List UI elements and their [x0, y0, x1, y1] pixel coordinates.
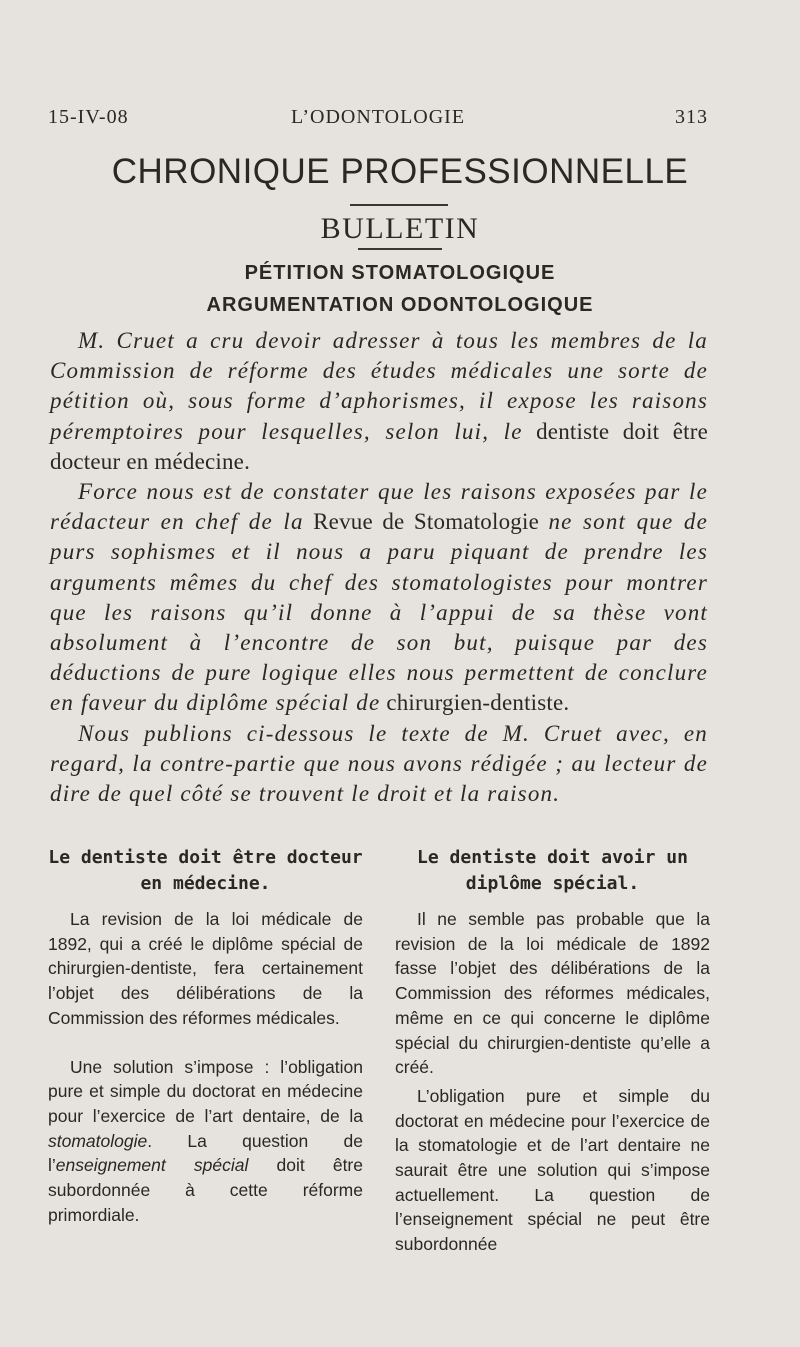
bulletin-rule [358, 248, 442, 250]
page-number: 313 [675, 106, 708, 128]
paragraph-2: Force nous est de constater que les raisons exposées par le rédacteur en chef de la Revue de Stomatologie ne sont que de purs sophismes et il nous a paru piquant de prendre les arguments mêmes du chef des stomatologistes pour montrer que les raisons qu’il donne à l’appui de sa thèse vont absolument à l’encontre de son but, puisque par des déductions de pure logique elles nous permettent de conclure en faveur du diplôme spécial de chirurgien-dentiste. [50, 479, 708, 716]
bulletin-heading: BULLETIN [320, 212, 480, 245]
right-column-heading: Le dentiste doit avoir un diplôme spécial. [417, 847, 688, 894]
paragraph-1: M. Cruet a cru devoir adresser à tous les membres de la Commission de réforme des études médicales une sorte de pétition où, sous forme d’aphorismes, il expose les raisons péremptoires pour lesquelles, selon lui, le dentiste doit être docteur en médecine. [50, 328, 708, 474]
left-column-heading: Le dentiste doit être docteur en médecine. [48, 847, 363, 894]
title-rule [350, 204, 448, 206]
issue-date: 15-IV-08 [48, 106, 129, 128]
section-title: CHRONIQUE PROFESSIONNELLE [111, 152, 689, 191]
left-para-2: Une solution s’impose : l’obligation pure et simple du doctorat en médecine pour l’exercice de l’art dentaire, de la stomatologie. La question de l’enseignement spécial doit être subordonnée à cette réforme primordiale. [48, 1056, 363, 1225]
article-body [50, 326, 708, 809]
paragraph-3: Nous publions ci-dessous le texte de M. Cruet avec, en regard, la contre-partie que nous avons rédigée ; au lecteur de dire de quel côté se trouvent le droit et la raison. [50, 720, 708, 807]
running-head [48, 106, 708, 136]
subhead-petition: PÉTITION STOMATOLOGIQUE [244, 262, 556, 284]
left-para-1: La revision de la loi médicale de 1892, qui a créé le diplôme spécial de chirurgien-dentiste, fera certainement l’objet des délibérations de la Commission des réformes médicales. [48, 909, 363, 1028]
left-column [48, 845, 363, 1227]
subhead-argumentation: ARGUMENTATION ODONTOLOGIQUE [206, 294, 594, 316]
right-column [395, 845, 710, 1257]
journal-name: L’ODONTOLOGIE [290, 106, 466, 128]
right-para-1: Il ne semble pas probable que la revision de la loi médicale de 1892 fasse l’objet des délibérations de la Commission des réformes médicales, même en ce qui concerne le diplôme spécial du chirurgien-dentiste qu’elle a créé. [395, 909, 710, 1078]
right-para-2: L’obligation pure et simple du doctorat en médecine pour l’exercice de la stomatologie et de l’art dentaire ne saurait être une solution qui s’impose actuellement. La question de l’enseignement spécial ne peut être subordonnée [395, 1085, 710, 1255]
